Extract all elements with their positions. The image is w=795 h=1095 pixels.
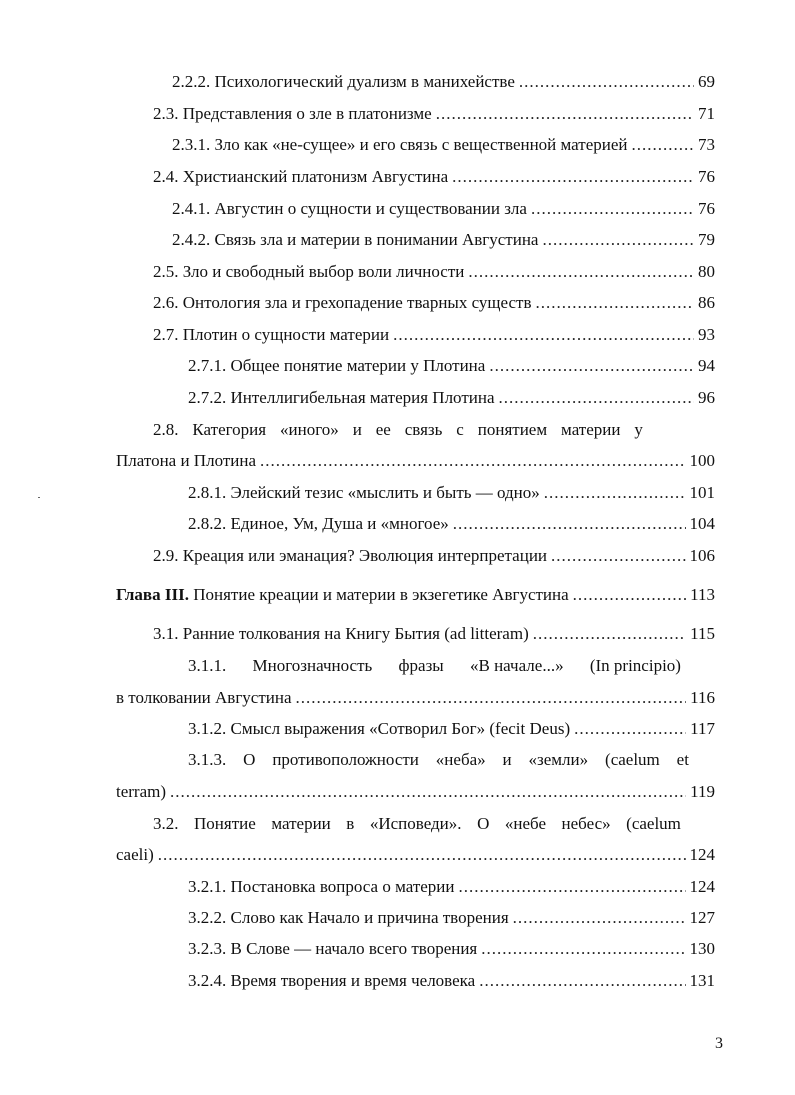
leader-dots (544, 482, 686, 504)
toc-entry-page: 115 (690, 624, 715, 643)
word: О (477, 814, 490, 833)
toc-entry-title: 2.2.2. Психологический дуализм в манихействе (172, 72, 515, 91)
toc-entry-page: 113 (690, 585, 715, 604)
leader-dots (499, 387, 695, 409)
toc-entry (172, 198, 715, 220)
toc-entry-title: 3.2.2. Слово как Начало и причина творения (188, 908, 509, 927)
toc-entry-title: 2.8.2. Единое, Ум, Душа и «многое» (188, 514, 449, 533)
toc-entry (153, 545, 715, 567)
word: «небе (504, 814, 546, 833)
word: связь (404, 420, 443, 439)
leader-dots (489, 355, 694, 377)
toc-entry-heading-line (188, 749, 689, 771)
toc-entry-page: 80 (698, 262, 715, 281)
leader-dots (513, 907, 686, 929)
toc-entry (116, 781, 715, 803)
leader-dots (468, 261, 694, 283)
toc-entry (188, 482, 715, 504)
toc-entry (172, 71, 715, 93)
toc-entry-page: 73 (698, 135, 715, 154)
toc-entry-title: 2.5. Зло и свободный выбор воли личности (153, 262, 465, 281)
scan-speck (38, 497, 40, 498)
word: Категория (192, 420, 267, 439)
toc-entry-title: 3.2.3. В Слове — начало всего творения (188, 939, 478, 958)
toc-entry (153, 623, 715, 645)
toc-entry-page: 127 (689, 908, 715, 927)
toc-entry-page: 93 (698, 325, 715, 344)
toc-entry (153, 292, 715, 314)
toc-entry (188, 907, 715, 929)
toc-entry-page: 106 (689, 546, 715, 565)
toc-entry-title: 3.1.2. Смысл выражения «Сотворил Бог» (fecit Deus) (188, 719, 571, 738)
word: 3.1.3. (188, 750, 227, 769)
toc-entry-heading-line (153, 419, 643, 441)
toc-entry (153, 166, 715, 188)
leader-dots (632, 134, 695, 156)
word: «земли» (528, 750, 589, 769)
word: «В начале...» (470, 656, 564, 675)
word: понятием (477, 420, 548, 439)
toc-entry (188, 355, 715, 377)
word: 3.1.1. (188, 656, 227, 675)
toc-entry-title: 2.3. Представления о зле в платонизме (153, 104, 432, 123)
toc-entry-title: 2.7.2. Интеллигибельная материя Плотина (188, 388, 495, 407)
toc-entry (188, 970, 715, 992)
toc-entry-heading-line (188, 655, 681, 677)
word: и (352, 420, 362, 439)
word: et (676, 750, 689, 769)
toc-entry-title: 2.8.1. Элейский тезис «мыслить и быть — одно» (188, 483, 540, 502)
leader-dots (535, 292, 694, 314)
toc-entry-page: 94 (698, 356, 715, 375)
toc-entry-page: 69 (698, 72, 715, 91)
leader-dots (533, 623, 686, 645)
word: противоположности (272, 750, 419, 769)
toc-entry-title: 2.7.1. Общее понятие материи у Плотина (188, 356, 486, 375)
chapter-label: Глава III. (116, 585, 189, 604)
toc-entry-page: 124 (689, 845, 715, 864)
leader-dots (436, 103, 694, 125)
word: в (346, 814, 355, 833)
word: «неба» (435, 750, 486, 769)
toc-entry-title: 2.3.1. Зло как «не-сущее» и его связь с вещественной материей (172, 135, 628, 154)
leader-dots (542, 229, 694, 251)
toc-entry-title: caeli) (116, 845, 154, 864)
toc-entry-page: 96 (698, 388, 715, 407)
toc-entry (116, 450, 715, 472)
word: ее (375, 420, 391, 439)
toc-entry-page: 104 (689, 514, 715, 533)
toc-entry (172, 134, 715, 156)
toc-entry-page: 79 (698, 230, 715, 249)
toc-entry (153, 103, 715, 125)
leader-dots (551, 545, 685, 567)
word: «иного» (280, 420, 339, 439)
toc-entry-title: 3.2.4. Время творения и время человека (188, 971, 476, 990)
leader-dots (260, 450, 685, 472)
leader-dots (296, 687, 687, 709)
word: у (634, 420, 643, 439)
toc-entry (172, 229, 715, 251)
toc-entry-title: 2.6. Онтология зла и грехопадение тварных существ (153, 293, 532, 312)
word: Многозначность (252, 656, 373, 675)
word: (caelum (605, 750, 660, 769)
toc-entry-title: terram) (116, 782, 167, 801)
toc-entry (188, 513, 715, 535)
word: небес» (561, 814, 611, 833)
toc-entry-page: 86 (698, 293, 715, 312)
word: Понятие (194, 814, 256, 833)
toc-entry-title: 2.4.2. Связь зла и материи в понимании Августина (172, 230, 539, 249)
toc-entry-page: 76 (698, 167, 715, 186)
toc-entry (188, 718, 715, 740)
toc-entry (153, 324, 715, 346)
leader-dots (170, 781, 686, 803)
toc-entry-title: 2.4. Христианский платонизм Августина (153, 167, 449, 186)
leader-dots (531, 198, 694, 220)
word: (caelum (626, 814, 681, 833)
leader-dots (453, 513, 686, 535)
word: и (502, 750, 512, 769)
toc-entry-page: 101 (689, 483, 715, 502)
toc-entry-page: 130 (689, 939, 715, 958)
toc-entry-heading-line (153, 813, 681, 835)
toc-entry-page: 117 (690, 719, 715, 738)
word: «Исповеди». (369, 814, 462, 833)
word: 2.8. (153, 420, 179, 439)
leader-dots (573, 584, 686, 606)
toc-entry-page: 124 (689, 877, 715, 896)
chapter-title: Понятие креации и материи в экзегетике Августина (193, 585, 569, 604)
toc-entry-title: 3.1. Ранние толкования на Книгу Бытия (ad litteram) (153, 624, 529, 643)
toc-entry (188, 938, 715, 960)
toc-entry (188, 387, 715, 409)
leader-dots (479, 970, 685, 992)
leader-dots (459, 876, 686, 898)
toc-entry-title: 2.9. Креация или эманация? Эволюция интерпретации (153, 546, 548, 565)
toc-entry-title: 2.7. Плотин о сущности материи (153, 325, 390, 344)
toc-entry-page: 119 (690, 782, 715, 801)
toc-entry-title: Платона и Плотина (116, 451, 257, 470)
word: фразы (398, 656, 444, 675)
word: О (243, 750, 256, 769)
toc-entry-page: 71 (698, 104, 715, 123)
toc-entry-title: 3.2.1. Постановка вопроса о материи (188, 877, 455, 896)
word: с (456, 420, 464, 439)
toc-entry-page: 131 (689, 971, 715, 990)
toc-entry-page: 100 (689, 451, 715, 470)
toc-entry (188, 876, 715, 898)
word: (In principio) (589, 656, 681, 675)
word: 3.2. (153, 814, 179, 833)
toc-entry-title: 2.4.1. Августин о сущности и существовании зла (172, 199, 527, 218)
leader-dots (158, 844, 686, 866)
leader-dots (519, 71, 694, 93)
leader-dots (393, 324, 694, 346)
toc-entry (116, 844, 715, 866)
toc-entry-title: в толковании Августина (116, 688, 292, 707)
toc-entry-title (116, 584, 569, 606)
leader-dots (481, 938, 685, 960)
leader-dots (452, 166, 694, 188)
toc-chapter-entry (116, 584, 715, 606)
word: материи (271, 814, 331, 833)
toc-entry-page: 116 (690, 688, 715, 707)
page-number: 3 (715, 1035, 723, 1052)
word: материи (561, 420, 621, 439)
toc-entry (116, 687, 715, 709)
leader-dots (574, 718, 686, 740)
toc-entry (153, 261, 715, 283)
toc-entry-page: 76 (698, 199, 715, 218)
